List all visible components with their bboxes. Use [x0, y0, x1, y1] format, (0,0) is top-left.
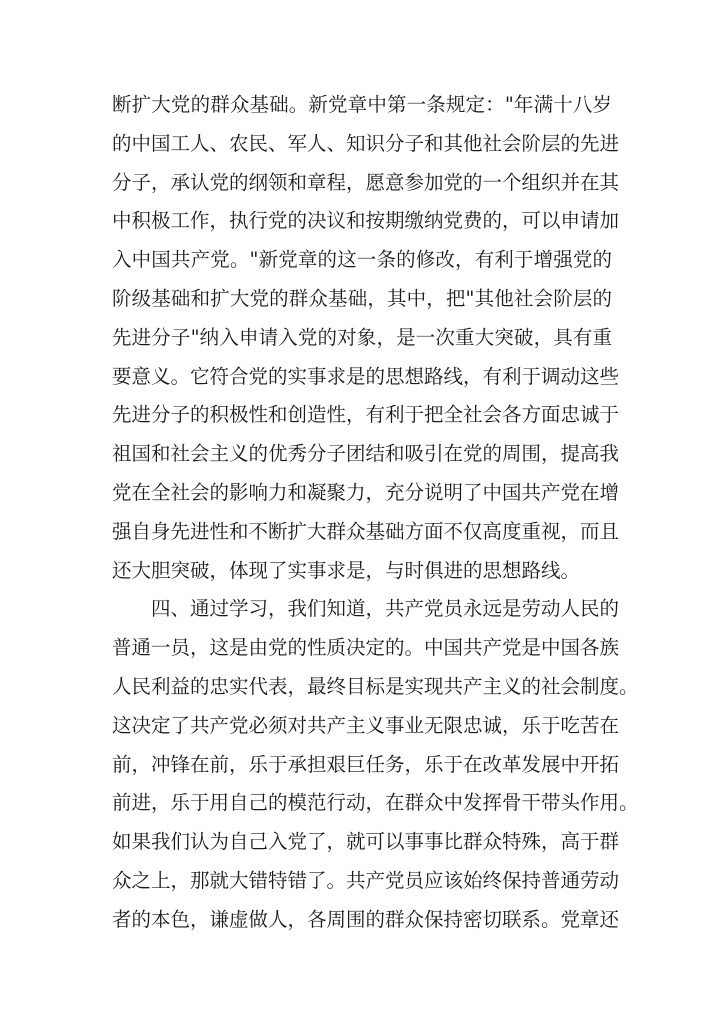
text-line: 祖国和社会主义的优秀分子团结和吸引在党的周围，提高我 — [112, 442, 620, 466]
text-line: 这决定了共产党必须对共产主义事业无限忠诚，乐于吃苦在 — [112, 713, 620, 737]
text-line: 的中国工人、农民、军人、知识分子和其他社会阶层的先进 — [112, 131, 620, 155]
text-line: 人民利益的忠实代表，最终目标是实现共产主义的社会制度。 — [112, 674, 639, 698]
text-line: 党在全社会的影响力和凝聚力，充分说明了中国共产党在增 — [112, 480, 620, 504]
body-text — [112, 86, 639, 940]
text-line: 普通一员，这是由党的性质决定的。中国共产党是中国各族 — [112, 636, 620, 660]
text-line: 阶级基础和扩大党的群众基础，其中，把"其他社会阶层的 — [112, 286, 612, 310]
text-line: 先进分子"纳入申请入党的对象，是一次重大突破，具有重 — [112, 325, 612, 349]
text-line: 如果我们认为自己入党了，就可以事事比群众特殊，高于群 — [112, 830, 620, 854]
text-line: 分子，承认党的纲领和章程，愿意参加党的一个组织并在其 — [112, 170, 620, 194]
text-line: 者的本色，谦虚做人，各周围的群众保持密切联系。党章还 — [112, 907, 620, 931]
text-line: 要意义。它符合党的实事求是的思想路线，有利于调动这些 — [112, 364, 620, 388]
text-line: 强自身先进性和不断扩大群众基础方面不仅高度重视，而且 — [112, 519, 620, 543]
text-line: 中积极工作，执行党的决议和按期缴纳党费的，可以申请加 — [112, 209, 620, 233]
text-line: 众之上，那就大错特错了。共产党员应该始终保持普通劳动 — [112, 868, 620, 892]
paragraph-start-line: 四、通过学习，我们知道，共产党员永远是劳动人民的 — [151, 597, 620, 621]
paragraph-end-line: 还大胆突破，体现了实事求是，与时俱进的思想路线。 — [112, 558, 581, 582]
text-line: 先进分子的积极性和创造性，有利于把全社会各方面忠诚于 — [112, 403, 620, 427]
text-line: 前，冲锋在前，乐于承担艰巨任务，乐于在改革发展中开拓 — [112, 752, 620, 776]
text-line: 断扩大党的群众基础。新党章中第一条规定："年满十八岁 — [112, 93, 612, 116]
text-line: 前进，乐于用自己的模范行动，在群众中发挥骨干带头作用。 — [112, 791, 639, 815]
text-line: 入中国共产党。"新党章的这一条的修改，有利于增强党的 — [112, 248, 612, 272]
